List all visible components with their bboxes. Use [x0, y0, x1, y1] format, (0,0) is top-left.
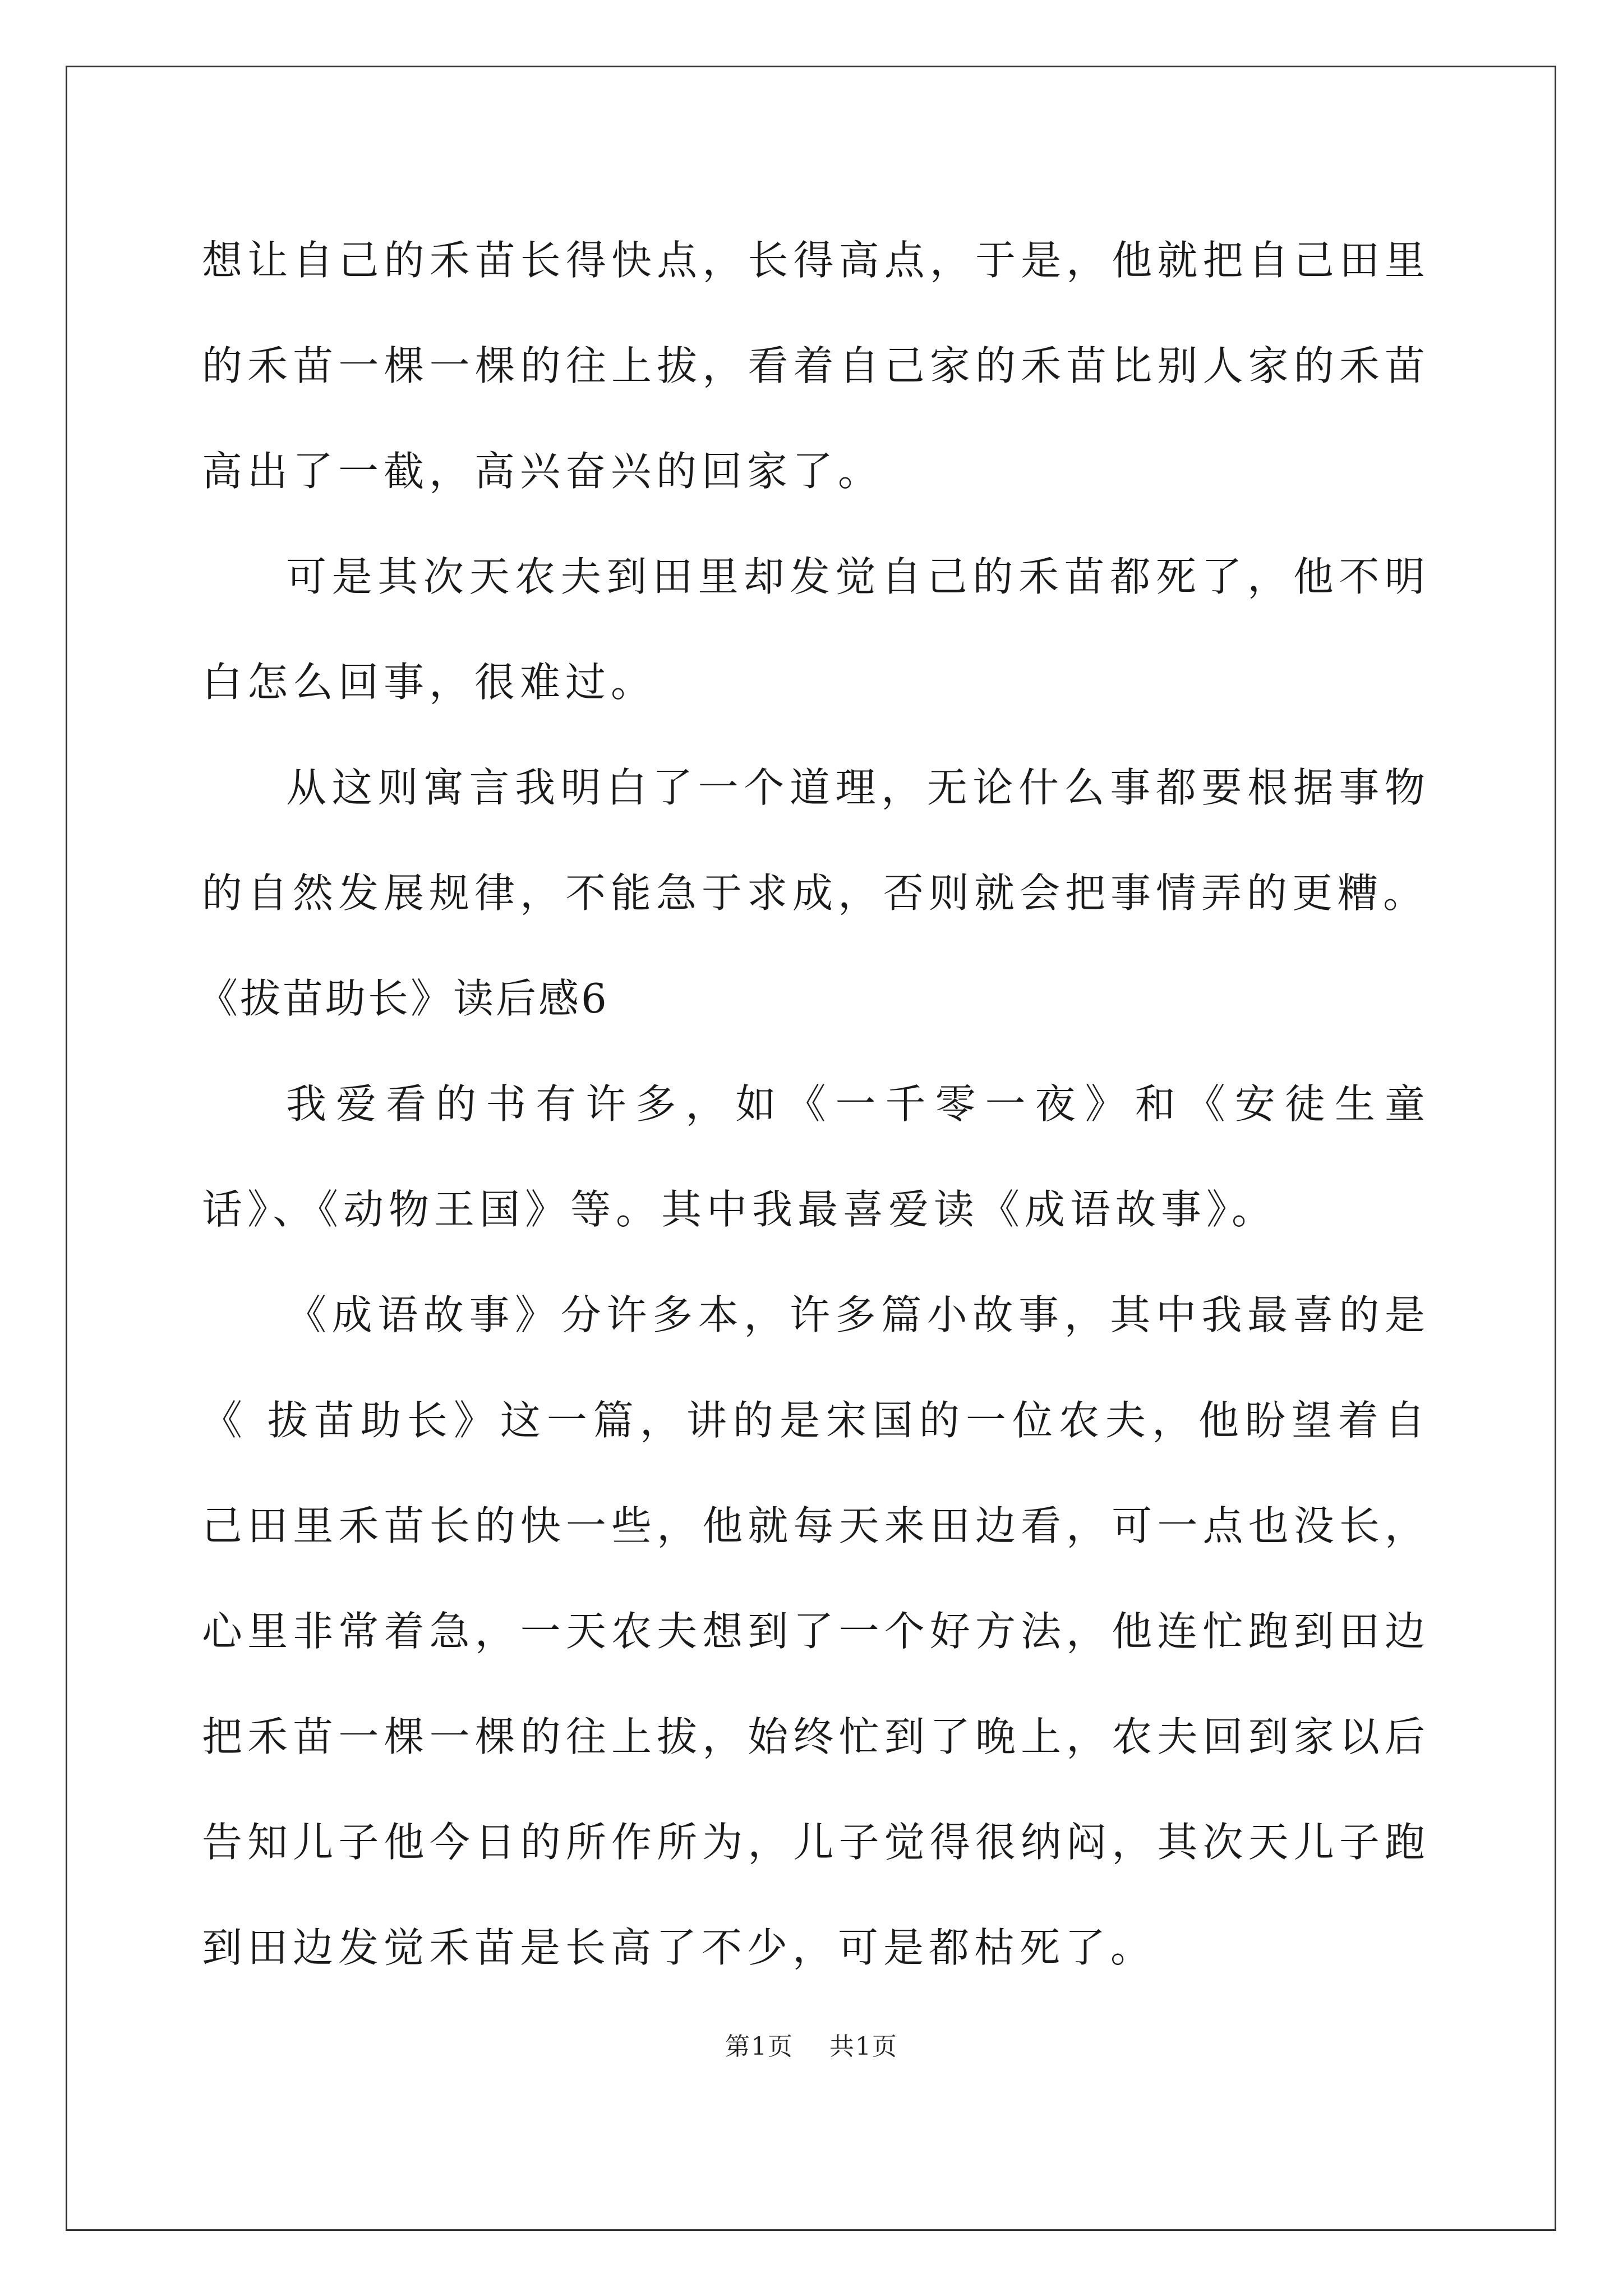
- paragraph-3: 从这则寓言我明白了一个道理，无论什么事都要根据事物的自然发展规律，不能急于求成，否则就会把事情弄的更糟。: [202, 764, 1430, 917]
- page-footer: [0, 2026, 1623, 2062]
- paragraph-2: 可是其次天农夫到田里却发觉自己的禾苗都死了，他不明白怎么回事，很难过。: [202, 553, 1430, 706]
- section-heading: 《拔苗助长》读后感6: [197, 975, 609, 1022]
- paragraph-4: 我爱看的书有许多，如《一千零一夜》和《安徒生童话》、《动物王国》等。其中我最喜爱读《成语故事》。: [202, 1080, 1430, 1233]
- paragraph-5: 《成语故事》分许多本，许多篇小故事，其中我最喜的是《 拔苗助长》这一篇，讲的是宋国的一位农夫，他盼望着自己田里禾苗长的快一些，他就每天来田边看，可一点也没长，心里非常着急，一天农夫想到了一个好方法，他连忙跑到田边把禾苗一棵一棵的往上拔，始终忙到了晚上，农夫回到家以后告知儿子他今日的所作所为，儿子觉得很纳闷，其次天儿子跑到田边发觉禾苗是长高了不少，可是都枯死了。: [202, 1291, 1430, 1971]
- page-number: 第1页: [725, 2032, 794, 2061]
- page-total: 共1页: [829, 2032, 898, 2061]
- document-body: [197, 208, 1430, 2000]
- paragraph-1: 想让自己的禾苗长得快点，长得高点，于是，他就把自己田里的禾苗一棵一棵的往上拔，看着自己家的禾苗比别人家的禾苗高出了一截，高兴奋兴的回家了。: [202, 237, 1430, 495]
